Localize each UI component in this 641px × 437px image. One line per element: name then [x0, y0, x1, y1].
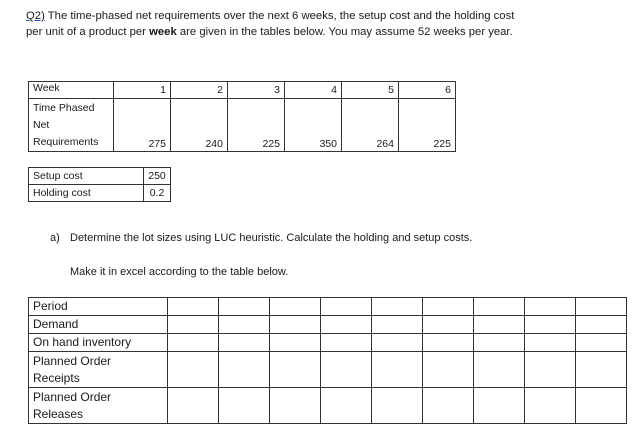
- table-cell[interactable]: [219, 298, 270, 316]
- question-line-1: [26, 8, 626, 24]
- releases-row: [29, 388, 627, 424]
- requirements-label-line: Requirements: [33, 136, 99, 148]
- table-cell[interactable]: [270, 334, 321, 352]
- table-cell[interactable]: [525, 298, 576, 316]
- table-cell[interactable]: [576, 298, 627, 316]
- receipts-label: [29, 352, 168, 388]
- requirement-cell: 350: [285, 99, 342, 152]
- question-line-1-text: The time-phased net requirements over the next 6 weeks, the setup cost and the holding cost: [47, 10, 515, 22]
- table-cell[interactable]: [474, 298, 525, 316]
- requirement-cell: 225: [228, 99, 285, 152]
- table-cell[interactable]: [270, 388, 321, 424]
- question-line-2-text: per unit of a product per: [26, 26, 150, 38]
- table-cell[interactable]: [168, 298, 219, 316]
- table-cell[interactable]: [474, 334, 525, 352]
- table-cell[interactable]: [474, 388, 525, 424]
- table-cell[interactable]: [321, 298, 372, 316]
- on-hand-row: [29, 334, 627, 352]
- table-cell[interactable]: [270, 352, 321, 388]
- table-cell[interactable]: [474, 316, 525, 334]
- requirement-cell: 240: [171, 99, 228, 152]
- table-cell[interactable]: [168, 388, 219, 424]
- receipts-label-line: Planned Order: [33, 353, 112, 368]
- requirements-label-line: Time Phased: [33, 102, 95, 114]
- setup-cost-label: Setup cost: [29, 168, 144, 185]
- part-a-letter: a): [50, 232, 60, 244]
- table-cell[interactable]: [423, 316, 474, 334]
- table-cell[interactable]: [321, 388, 372, 424]
- setup-cost-row: [29, 168, 171, 185]
- table-cell[interactable]: [321, 334, 372, 352]
- period-table: [28, 297, 627, 424]
- week-cell: 4: [285, 82, 342, 99]
- releases-label-line: Releases: [33, 406, 84, 421]
- receipts-label-line: Receipts: [33, 370, 80, 385]
- table-cell[interactable]: [168, 352, 219, 388]
- week-cell: 1: [114, 82, 171, 99]
- part-a-text: Determine the lot sizes using LUC heuristic. Calculate the holding and setup costs.: [70, 232, 473, 244]
- week-row: [29, 82, 456, 99]
- period-row: [29, 298, 627, 316]
- table-cell[interactable]: [270, 298, 321, 316]
- table-cell[interactable]: [372, 316, 423, 334]
- part-a-instruction: [50, 232, 472, 244]
- table-cell[interactable]: [423, 388, 474, 424]
- table-cell[interactable]: [219, 334, 270, 352]
- table-cell[interactable]: [270, 316, 321, 334]
- table-cell[interactable]: [423, 334, 474, 352]
- week-cell: 5: [342, 82, 399, 99]
- table-cell[interactable]: [576, 316, 627, 334]
- week-cell: 6: [399, 82, 456, 99]
- requirement-cell: 264: [342, 99, 399, 152]
- table-cell[interactable]: [423, 352, 474, 388]
- week-requirements-table: [28, 81, 456, 152]
- period-label: Period: [29, 298, 168, 316]
- requirement-cell: 275: [114, 99, 171, 152]
- table-cell[interactable]: [168, 316, 219, 334]
- question-number: Q2): [26, 10, 45, 22]
- requirement-cell: 225: [399, 99, 456, 152]
- demand-label: Demand: [29, 316, 168, 334]
- question-bold-week: week: [149, 26, 177, 38]
- table-cell[interactable]: [576, 352, 627, 388]
- table-cell[interactable]: [321, 352, 372, 388]
- week-cell: 3: [228, 82, 285, 99]
- table-cell[interactable]: [576, 334, 627, 352]
- table-cell[interactable]: [525, 388, 576, 424]
- requirements-row: [29, 99, 456, 152]
- table-cell[interactable]: [576, 388, 627, 424]
- setup-cost-value: 250: [144, 168, 171, 185]
- holding-cost-label: Holding cost: [29, 185, 144, 202]
- table-cell[interactable]: [525, 334, 576, 352]
- holding-cost-row: [29, 185, 171, 202]
- cost-table: [28, 167, 171, 202]
- table-cell[interactable]: [372, 388, 423, 424]
- holding-cost-value: 0.2: [144, 185, 171, 202]
- table-cell[interactable]: [474, 352, 525, 388]
- releases-label: [29, 388, 168, 424]
- table-cell[interactable]: [423, 298, 474, 316]
- table-cell[interactable]: [219, 388, 270, 424]
- table-cell[interactable]: [525, 316, 576, 334]
- question-line-2: [26, 24, 626, 40]
- excel-note: Make it in excel according to the table below.: [70, 266, 289, 278]
- table-cell[interactable]: [219, 316, 270, 334]
- table-cell[interactable]: [525, 352, 576, 388]
- week-cell: 2: [171, 82, 228, 99]
- table-cell[interactable]: [219, 352, 270, 388]
- table-cell[interactable]: [372, 334, 423, 352]
- receipts-row: [29, 352, 627, 388]
- table-cell[interactable]: [168, 334, 219, 352]
- question-text: [26, 8, 626, 40]
- demand-row: [29, 316, 627, 334]
- table-cell[interactable]: [372, 352, 423, 388]
- requirements-label-line: Net: [33, 119, 50, 131]
- releases-label-line: Planned Order: [33, 389, 112, 404]
- requirements-label: [29, 99, 114, 152]
- table-cell[interactable]: [321, 316, 372, 334]
- on-hand-label: On hand inventory: [29, 334, 168, 352]
- week-label: Week: [29, 82, 114, 99]
- question-line-2-tail: are given in the tables below. You may assume 52 weeks per year.: [176, 26, 513, 38]
- table-cell[interactable]: [372, 298, 423, 316]
